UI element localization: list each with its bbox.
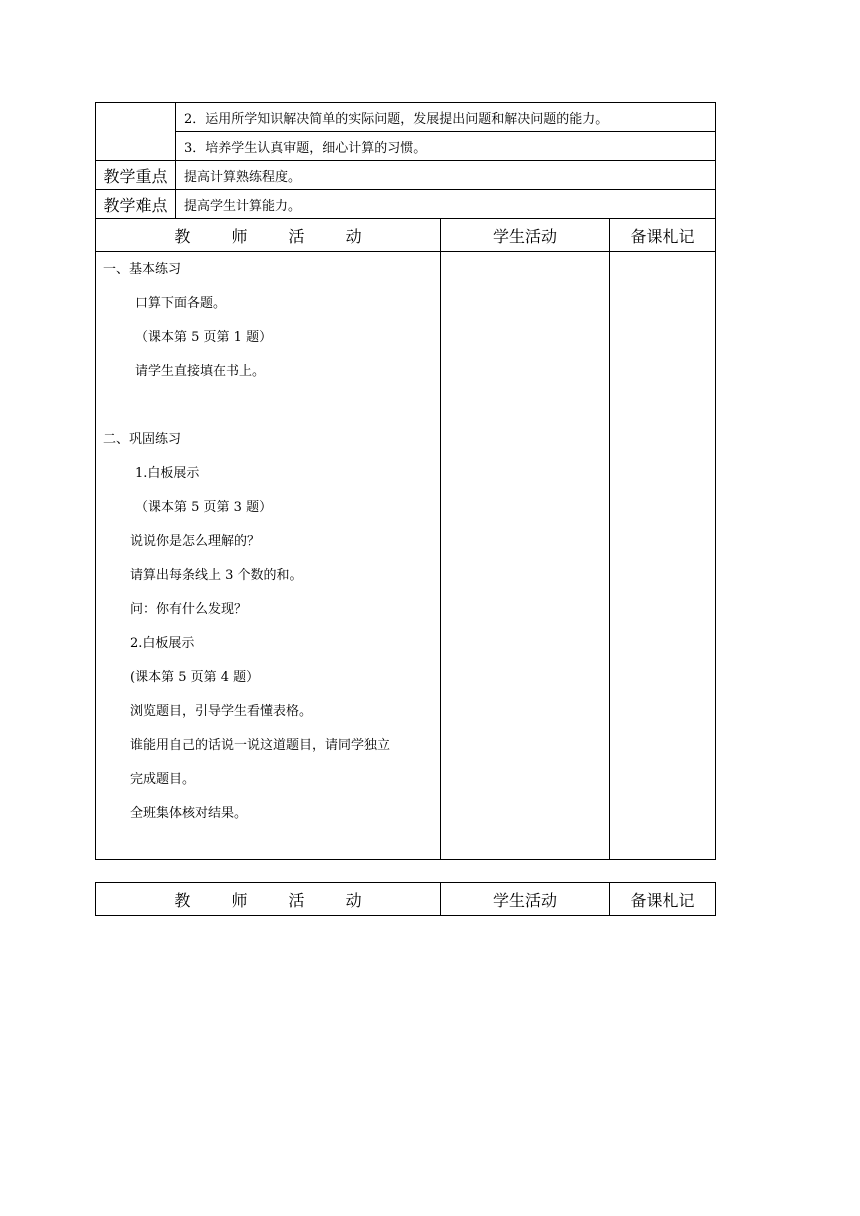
- student-activity-cell: [441, 252, 610, 860]
- activity-line: 全班集体核对结果。: [130, 806, 248, 821]
- activity-line: 2.白板展示: [130, 636, 195, 651]
- activity-line: 说说你是怎么理解的？: [130, 534, 261, 549]
- lesson-notes-header: 备课札记: [610, 219, 716, 252]
- teacher-activity-cell: [96, 252, 441, 860]
- lesson-notes-cell: [610, 252, 716, 860]
- teacher-activity-header-text: 教 师 活 动: [174, 226, 380, 246]
- teacher-activity-header: [96, 219, 441, 252]
- activity-line: 请学生直接填在书上。: [135, 364, 266, 379]
- activity-line: 请算出每条线上 3 个数的和。: [130, 568, 303, 583]
- activity-line: 谁能用自己的话说一说这道题目，请同学独立: [130, 738, 391, 753]
- teacher-activity-header-2-text: 教 师 活 动: [174, 890, 380, 910]
- activity-line: （课本第 5 页第 3 题）: [135, 500, 273, 515]
- objectives-label-cell: [96, 103, 176, 161]
- section-heading-basic: 一、基本练习: [103, 262, 182, 277]
- difficult-point-text: 提高学生计算能力。: [176, 190, 716, 219]
- continuation-header-table: [95, 882, 716, 916]
- difficult-point-label: 教学难点: [96, 190, 176, 219]
- student-activity-header-2: 学生活动: [441, 883, 610, 916]
- activity-line: 完成题目。: [130, 772, 196, 787]
- section-heading-consolidation: 二、巩固练习: [103, 432, 182, 447]
- activity-line: 浏览题目，引导学生看懂表格。: [130, 704, 313, 719]
- activity-line: 口算下面各题。: [135, 296, 227, 311]
- blank-line: [96, 394, 440, 428]
- teacher-activity-header-2: [96, 883, 441, 916]
- lesson-notes-header-2: 备课札记: [610, 883, 716, 916]
- activity-line: 1.白板展示: [135, 466, 200, 481]
- key-point-label: 教学重点: [96, 161, 176, 190]
- objective-item-3: 3．培养学生认真审题，细心计算的习惯。: [176, 132, 716, 161]
- objective-item-2: 2．运用所学知识解决简单的实际问题，发展提出问题和解决问题的能力。: [176, 103, 716, 132]
- key-point-text: 提高计算熟练程度。: [176, 161, 716, 190]
- activity-line: 问：你有什么发现？: [130, 602, 248, 617]
- lesson-plan-table: [95, 102, 716, 860]
- activity-line: （课本第 5 页第 1 题）: [135, 330, 273, 345]
- activity-line: (课本第 5 页第 4 题）: [130, 670, 260, 685]
- student-activity-header: 学生活动: [441, 219, 610, 252]
